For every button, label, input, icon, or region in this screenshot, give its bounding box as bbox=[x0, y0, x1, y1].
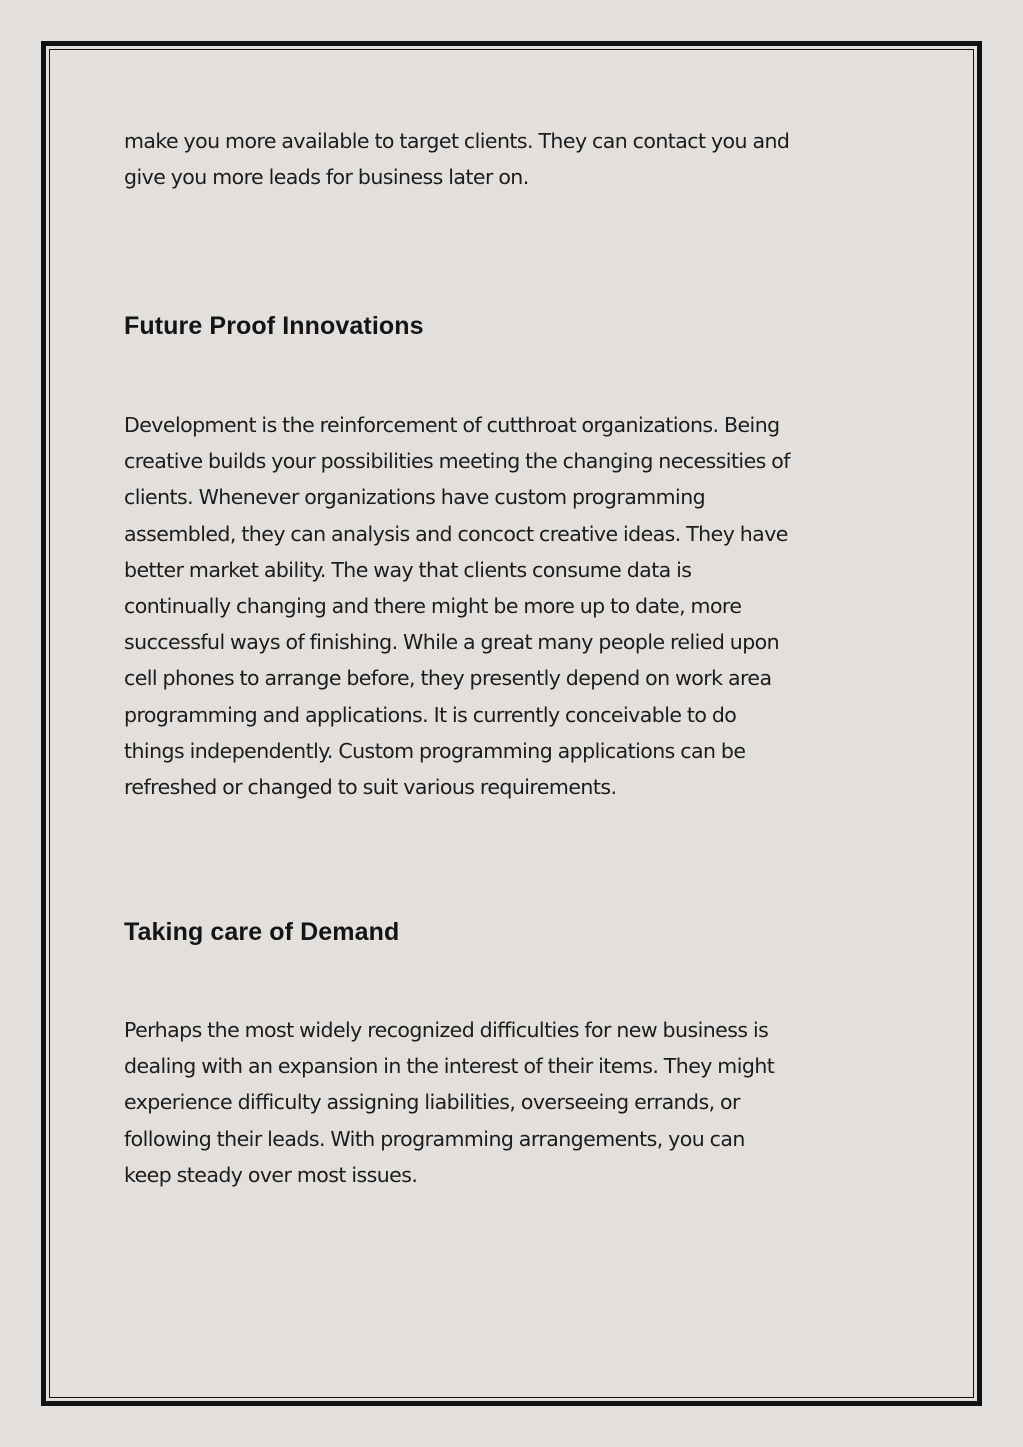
section-body-future-proof-innovations: Development is the reinforcement of cutthroat organizations. Being creative builds your possibilities meeting the changing necessities of clients. Whenever organizations have custom programming assembled, they can analysis and concoct creative ideas. They have better market ability. The way that clients consume data is continually changing and there might be more up to date, more successful ways of finishing. While a great many people relied upon cell phones to arrange before, they presently depend on work area programming and applications. It is currently conceivable to do things independently. Custom programming applications can be refreshed or changed to suit various requirements. bbox=[124, 413, 790, 800]
section-body-taking-care-of-demand: Perhaps the most widely recognized difficulties for new business is dealing with an expansion in the interest of their items. They might experience difficulty assigning liabilities, overseeing errands, or following their leads. With programming arrangements, you can keep steady over most issues. bbox=[124, 1018, 775, 1187]
section-heading-taking-care-of-demand: Taking care of Demand bbox=[124, 918, 400, 946]
section-heading-future-proof-innovations: Future Proof Innovations bbox=[124, 312, 424, 340]
intro-paragraph: make you more available to target clients. They can contact you and give you more leads for business later on. bbox=[124, 129, 790, 190]
